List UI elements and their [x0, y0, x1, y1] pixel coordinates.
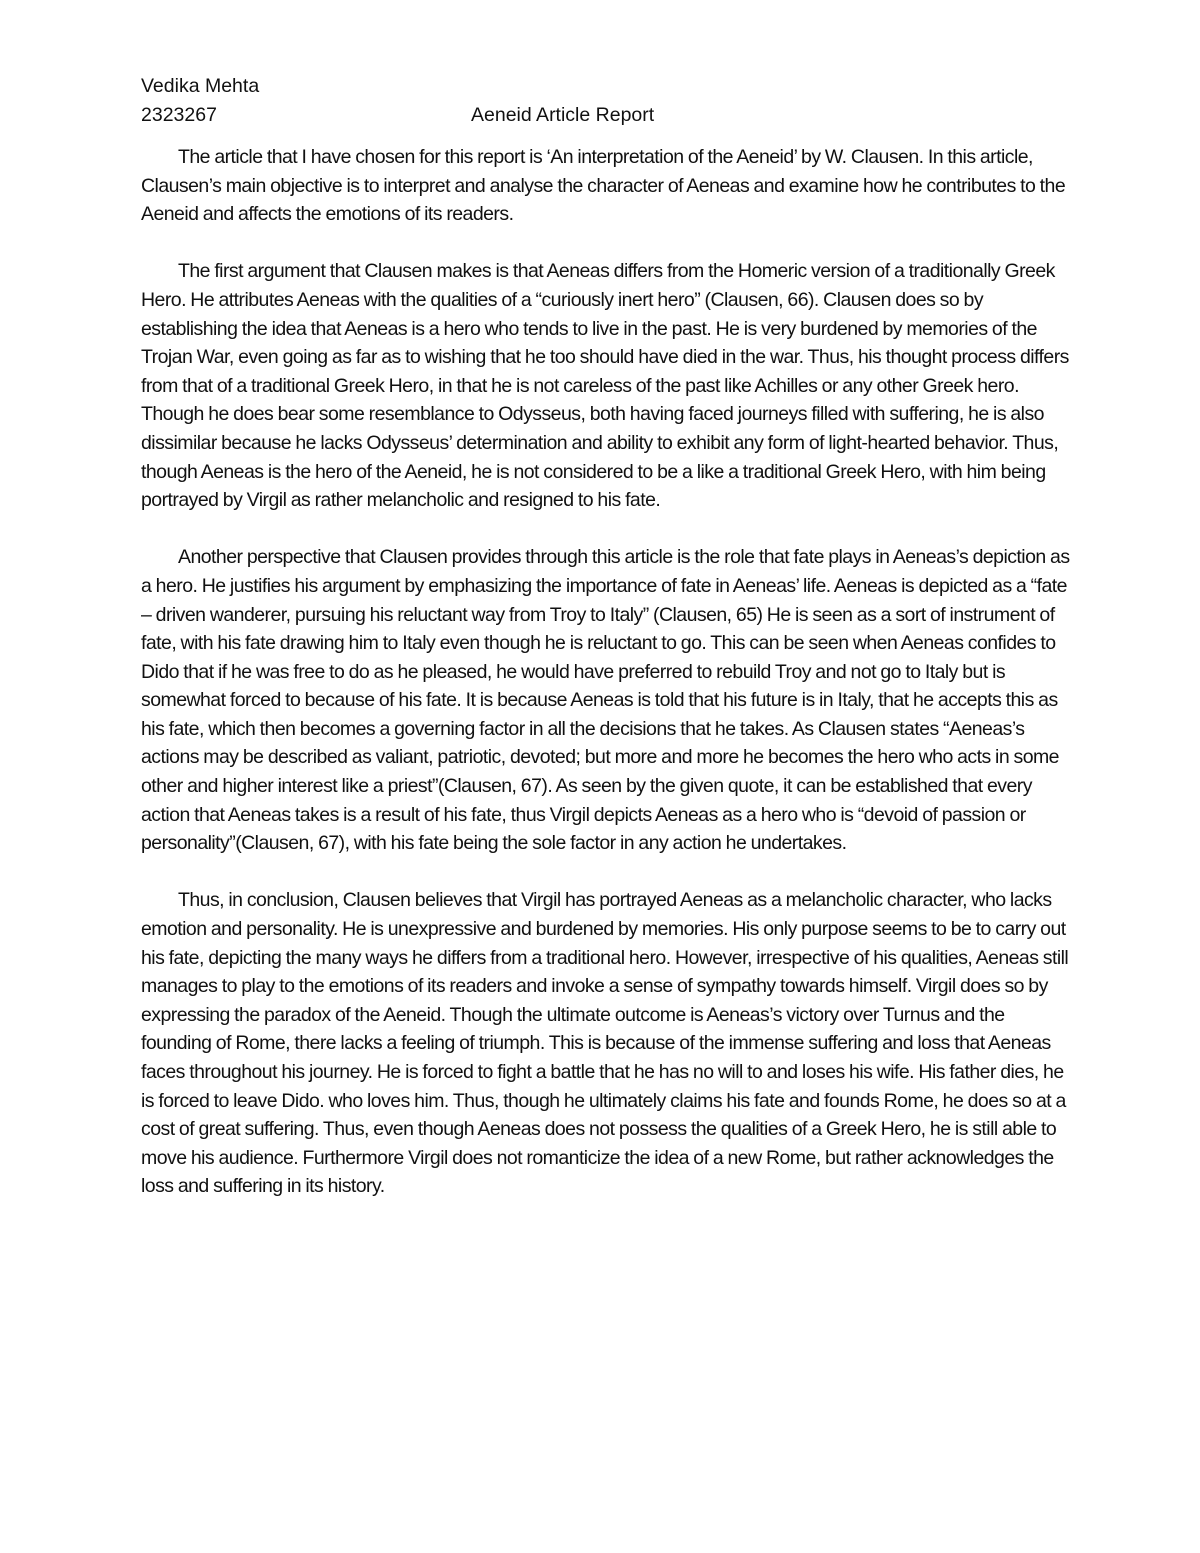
paragraph-introduction: The article that I have chosen for this report is ‘An interpretation of the Aeneid’ by W. Clausen. In this article, Clausen’s main objective is to interpret and analyse the character of Aeneas and examine how he contributes to the Aeneid and affects the emotions of its readers.	[141, 146, 1066, 226]
author-name: Vedika Mehta	[141, 75, 260, 97]
paragraph-fate-perspective: Another perspective that Clausen provides through this article is the role that fate plays in Aeneas’s depiction as a hero. He justifies his argument by emphasizing the importance of fate in Aeneas’ life. Aeneas is depicted as a “fate – driven wanderer, pursuing his reluctant way from Troy to Italy” (Clausen, 65) He is seen as a sort of instrument of fate, with his fate drawing him to Italy even though he is reluctant to go. This can be seen when Aeneas confides to Dido that if he was free to do as he pleased, he would have preferred to rebuild Troy and not go to Italy but is somewhat forced to because of his fate. It is because Aeneas is told that his future is in Italy, that he accepts this as his fate, which then becomes a governing factor in all the decisions that he takes. As Clausen states “Aeneas’s actions may be described as valiant, patriotic, devoted; but more and more he becomes the hero who acts in some other and higher interest like a priest”(Clausen, 67). As seen by the given quote, it can be established that every action that Aeneas takes is a result of his fate, thus Virgil depicts Aeneas as a hero who is “devoid of passion or personality”(Clausen, 67), with his fate being the sole factor in any action he undertakes.	[141, 546, 1070, 855]
paragraph-first-argument: The first argument that Clausen makes is that Aeneas differs from the Homeric version of a traditionally Greek Hero. He attributes Aeneas with the qualities of a “curiously inert hero” (Clausen, 66). Clausen does so by establishing the idea that Aeneas is a hero who tends to live in the past. He is very burdened by memories of the Trojan War, even going as far as to wishing that he too should have died in the war. Thus, his thought process differs from that of a traditional Greek Hero, in that he is not careless of the past like Achilles or any other Greek hero. Though he does bear some resemblance to Odysseus, both having faced journeys filled with suffering, he is also dissimilar because he lacks Odysseus’ determination and ability to exhibit any form of light-hearted behavior. Thus, though Aeneas is the hero of the Aeneid, he is not considered to be a like a traditional Greek Hero, with him being portrayed by Virgil as rather melancholic and resigned to his fate.	[141, 260, 1069, 512]
paragraph-conclusion: Thus, in conclusion, Clausen believes that Virgil has portrayed Aeneas as a melancholic character, who lacks emotion and personality. He is unexpressive and burdened by memories. His only purpose seems to be to carry out his fate, depicting the many ways he differs from a traditional hero. However, irrespective of his qualities, Aeneas still manages to play to the emotions of its readers and invoke a sense of sympathy towards himself. Virgil does so by expressing the paradox of the Aeneid. Though the ultimate outcome is Aeneas’s victory over Turnus and the founding of Rome, there lacks a feeling of triumph. This is because of the immense suffering and loss that Aeneas faces throughout his journey. He is forced to fight a battle that he has no will to and loses his wife. His father dies, he is forced to leave Dido. who loves him. Thus, though he ultimately claims his fate and founds Rome, he does so at a cost of great suffering. Thus, even though Aeneas does not possess the qualities of a Greek Hero, he is still able to move his audience. Furthermore Virgil does not romanticize the idea of a new Rome, but rather acknowledges the loss and suffering in its history.	[141, 889, 1069, 1198]
document-body	[141, 143, 1071, 1201]
author-line	[141, 72, 1071, 101]
document-header	[141, 72, 1071, 129]
student-id: 2323267	[141, 103, 217, 126]
id-title-line	[141, 101, 1071, 130]
report-title: Aeneid Article Report	[471, 103, 655, 126]
